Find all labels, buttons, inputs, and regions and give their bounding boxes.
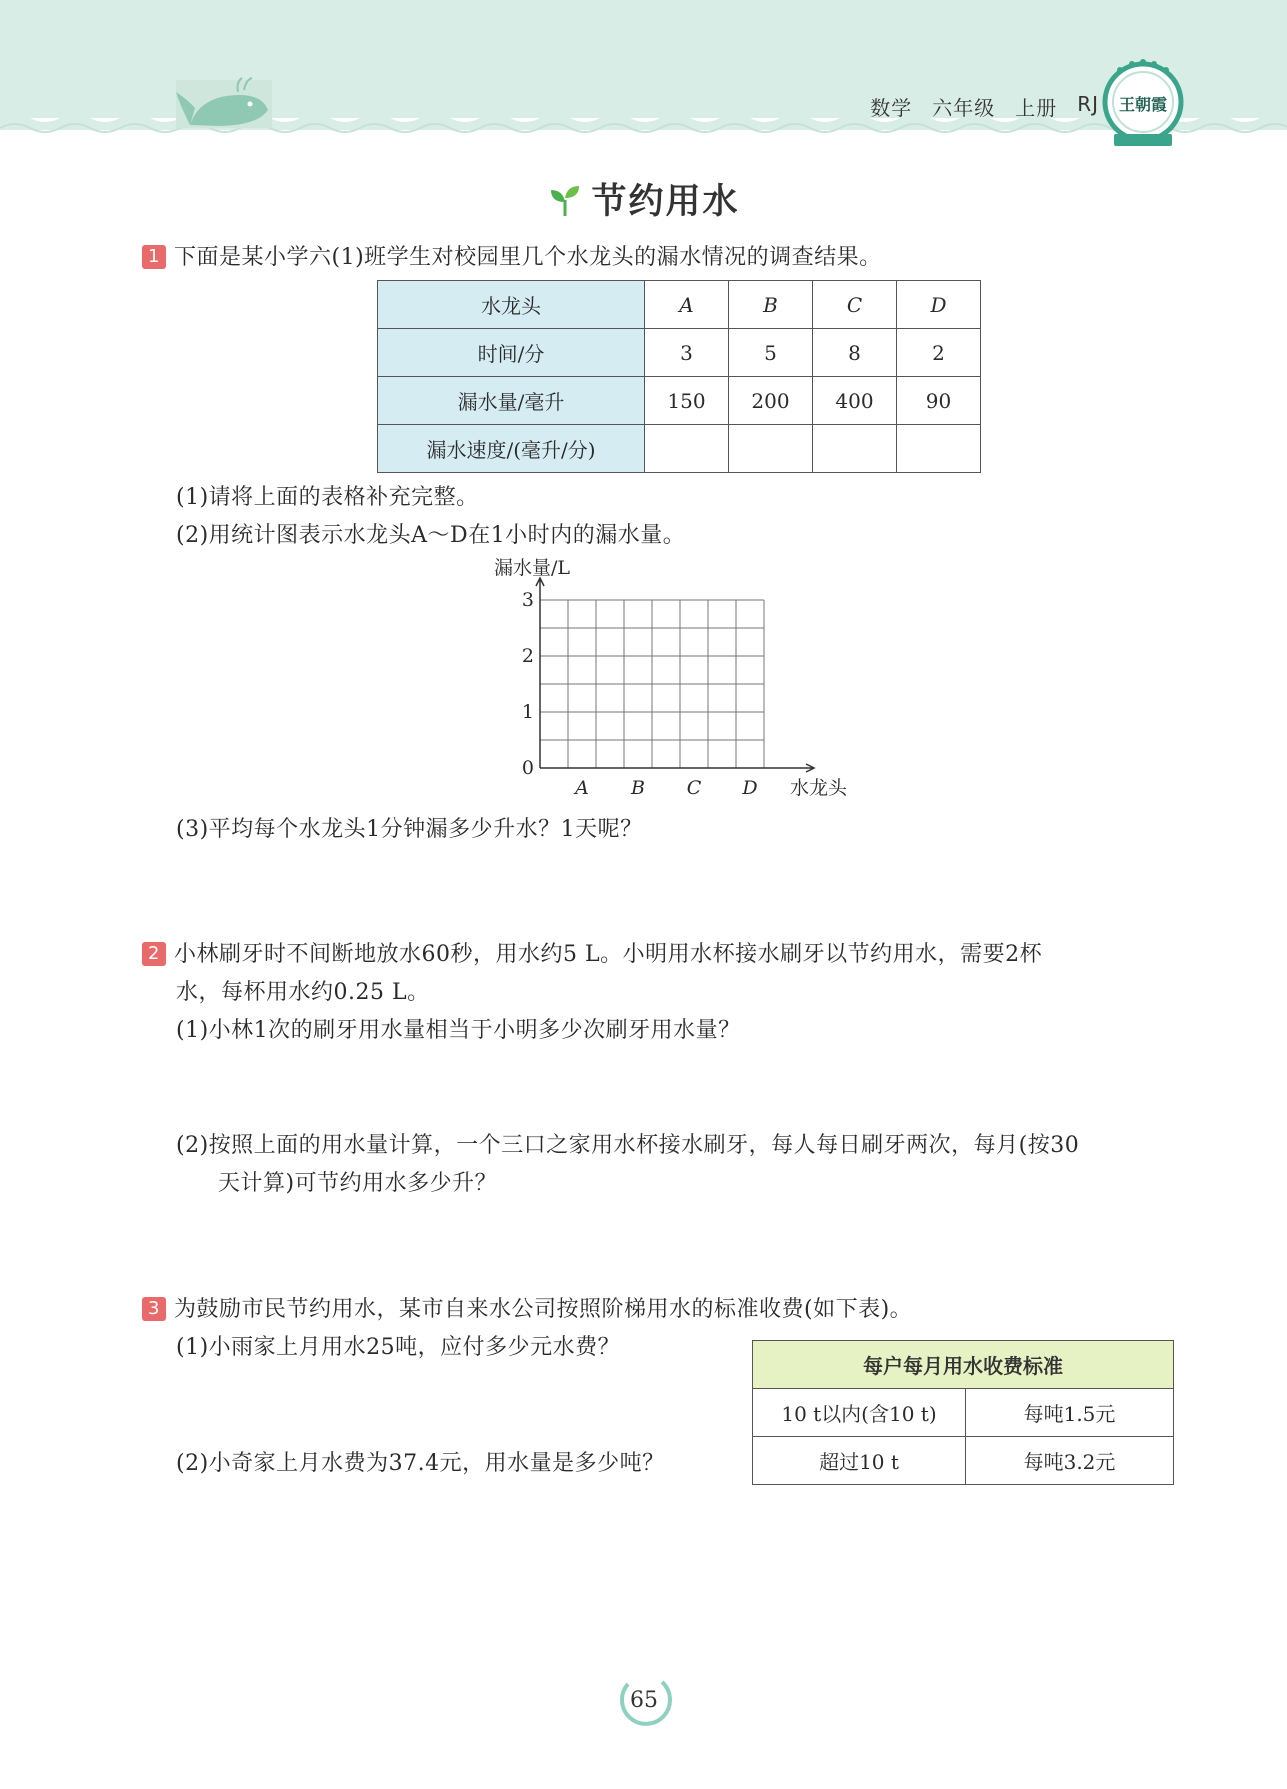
fee-table-header: 每户每月用水收费标准	[753, 1341, 1174, 1389]
table-header-cell: 时间/分	[378, 329, 645, 377]
chart-xlabel: 水龙头	[790, 777, 848, 799]
title-text: 节约用水	[591, 182, 740, 222]
badge-text: 王朝霞	[1118, 95, 1168, 114]
table-cell: 400	[813, 377, 897, 425]
table-row	[378, 281, 981, 329]
q2-sub2-line2: 天计算)可节约用水多少升？	[218, 1171, 498, 1196]
q1-number: 1	[142, 245, 166, 269]
x-axis	[540, 764, 814, 772]
table-cell: 8	[813, 329, 897, 377]
grade-label: 六年级	[932, 96, 996, 120]
q2-number: 2	[142, 942, 166, 966]
page-number-ring-icon	[614, 1670, 674, 1730]
page-title	[0, 174, 1287, 224]
table-cell: 90	[897, 377, 981, 425]
chart-grid	[540, 600, 764, 768]
q1-table	[377, 280, 981, 473]
q3-sub2: (2)小奇家上月水费为37.4元，用水量是多少吨？	[176, 1451, 665, 1476]
x-tick-label: D	[742, 777, 758, 799]
table-header-cell: 漏水量/毫升	[378, 377, 645, 425]
q1-sub2: (2)用统计图表示水龙头A～D在1小时内的漏水量。	[176, 523, 686, 548]
volume-label: 上册	[1015, 96, 1058, 120]
x-tick-label: A	[575, 777, 589, 799]
q1-stem	[142, 240, 882, 271]
table-cell: 每吨1.5元	[966, 1389, 1174, 1437]
table-cell: C	[813, 281, 897, 329]
q1-sub1: (1)请将上面的表格补充完整。	[176, 485, 479, 510]
table-cell: 3	[645, 329, 729, 377]
x-tick-label: B	[631, 777, 645, 799]
q3-text: 为鼓励市民节约用水，某市自来水公司按照阶梯用水的标准收费(如下表)。	[174, 1297, 913, 1322]
table-row	[378, 377, 981, 425]
q1-text: 下面是某小学六(1)班学生对校园里几个水龙头的漏水情况的调查结果。	[174, 245, 882, 270]
q2-sub2-line1: (2)按照上面的用水量计算，一个三口之家用水杯接水刷牙，每人每日刷牙两次，每月(按30	[176, 1133, 1080, 1158]
table-cell: 超过10 t	[753, 1437, 966, 1485]
q1-sub3: (3)平均每个水龙头1分钟漏多少升水？1天呢？	[176, 817, 643, 842]
table-row	[378, 425, 981, 473]
chart-axes	[536, 578, 814, 772]
y-tick-label: 0	[521, 757, 534, 779]
table-header-cell: 水龙头	[378, 281, 645, 329]
page-number	[0, 1670, 1287, 1730]
q2-text-line1: 小林刷牙时不间断地放水60秒，用水约5 L。小明用水杯接水刷牙以节约用水，需要2杯	[174, 942, 1043, 967]
y-tick-label: 3	[521, 589, 534, 611]
chart-ylabel: 漏水量/L	[494, 557, 571, 579]
table-cell: 2	[897, 329, 981, 377]
subject-label: 数学	[870, 96, 913, 120]
chart-yticks	[522, 589, 534, 779]
table-cell: 150	[645, 377, 729, 425]
table-cell: 10 t以内(含10 t)	[753, 1389, 966, 1437]
table-header-cell: 漏水速度/(毫升/分)	[378, 425, 645, 473]
table-cell: 每吨3.2元	[966, 1437, 1174, 1485]
answer-cell[interactable]	[645, 425, 729, 473]
q3-stem	[142, 1292, 912, 1323]
q2-text-line2: 水，每杯用水约0.25 L。	[176, 980, 430, 1005]
page-number-text: 65	[629, 1688, 658, 1713]
whale-icon	[176, 78, 272, 128]
table-cell: A	[645, 281, 729, 329]
header-band	[0, 0, 1287, 150]
chart-xticks	[573, 777, 757, 799]
answer-cell[interactable]	[729, 425, 813, 473]
leak-chart	[480, 550, 880, 810]
q3-sub1: (1)小雨家上月用水25吨，应付多少元水费？	[176, 1335, 621, 1360]
sprout-icon	[547, 182, 583, 218]
x-tick-label: C	[686, 777, 702, 799]
q3-number: 3	[142, 1297, 166, 1321]
y-tick-label: 1	[521, 701, 534, 723]
table-row	[753, 1437, 1174, 1485]
brand-badge-icon	[1100, 58, 1186, 154]
answer-cell[interactable]	[813, 425, 897, 473]
edition-label: RJ	[1077, 92, 1099, 116]
table-cell: D	[897, 281, 981, 329]
table-cell: 5	[729, 329, 813, 377]
q2-stem	[142, 937, 1042, 968]
table-cell: 200	[729, 377, 813, 425]
header-meta	[870, 92, 1099, 121]
q2-sub1: (1)小林1次的刷牙用水量相当于小明多少次刷牙用水量？	[176, 1018, 741, 1043]
fee-table	[752, 1340, 1174, 1485]
table-row	[378, 329, 981, 377]
y-tick-label: 2	[521, 645, 534, 667]
table-row	[753, 1389, 1174, 1437]
table-row	[753, 1341, 1174, 1389]
table-cell: B	[729, 281, 813, 329]
answer-cell[interactable]	[897, 425, 981, 473]
